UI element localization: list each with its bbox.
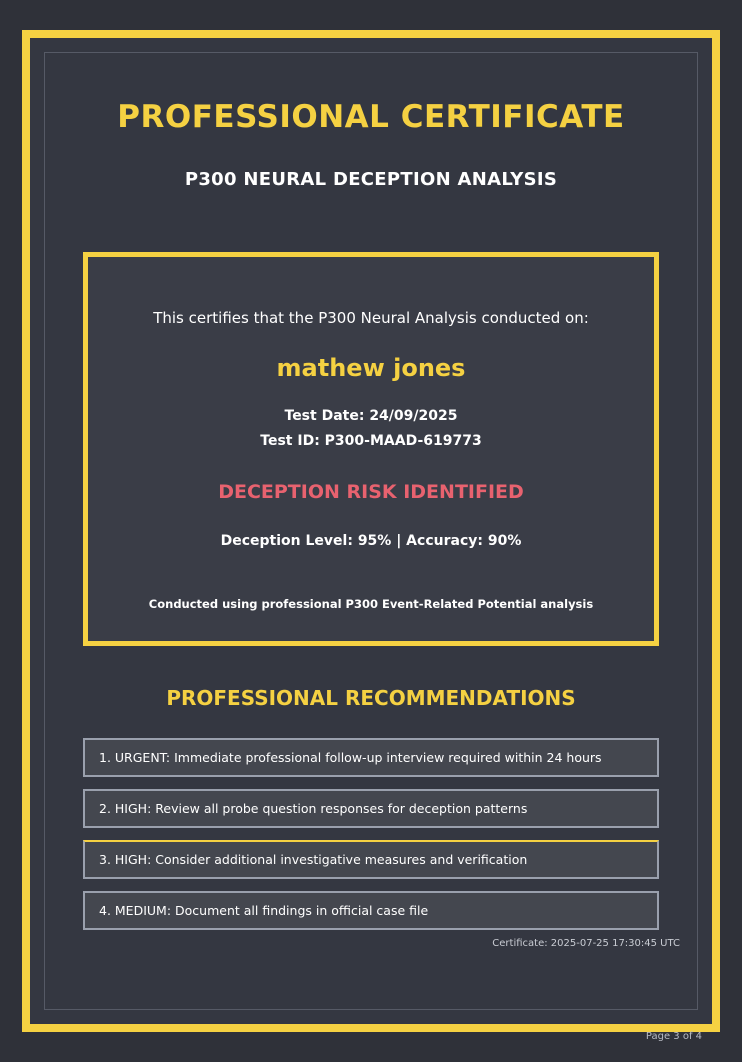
certificate-gold-frame — [22, 30, 720, 1032]
certificate-timestamp: Certificate: 2025-07-25 17:30:45 UTC — [492, 938, 680, 949]
method-note: Conducted using professional P300 Event-Related Potential analysis — [148, 597, 594, 611]
list-item: 2. HIGH: Review all probe question responses for deception patterns — [83, 789, 659, 828]
certificate-subtitle: P300 NEURAL DECEPTION ANALYSIS — [184, 169, 558, 190]
subject-name: mathew jones — [276, 354, 466, 382]
status-badge: DECEPTION RISK IDENTIFIED — [218, 481, 524, 503]
list-item: 1. URGENT: Immediate professional follow-up interview required within 24 hours — [83, 738, 659, 777]
recommendations-list — [83, 738, 659, 930]
test-date: Test Date: 24/09/2025 — [284, 408, 458, 424]
list-item: 3. HIGH: Consider additional investigative measures and verification — [83, 840, 659, 879]
deception-levels: Deception Level: 95% | Accuracy: 90% — [220, 533, 522, 549]
test-id: Test ID: P300-MAAD-619773 — [260, 433, 482, 449]
certificate-detail-box — [83, 252, 659, 646]
certificate-inner-border — [44, 52, 698, 1010]
recommendations-heading: PROFESSIONAL RECOMMENDATIONS — [166, 686, 576, 710]
page-title: PROFESSIONAL CERTIFICATE — [117, 99, 625, 135]
list-item: 4. MEDIUM: Document all findings in official case file — [83, 891, 659, 930]
page-number: Page 3 of 4 — [645, 1031, 702, 1042]
certifies-statement: This certifies that the P300 Neural Analysis conducted on: — [153, 309, 589, 327]
